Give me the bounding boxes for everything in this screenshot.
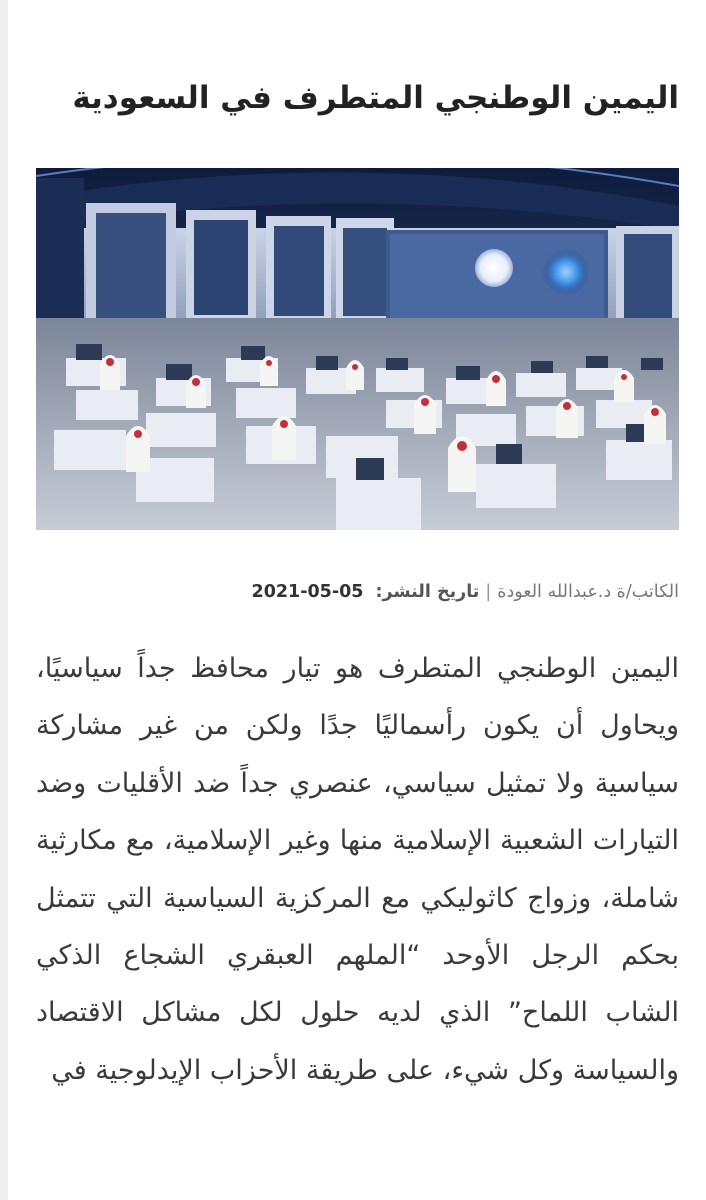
meta-separator: | xyxy=(485,582,492,602)
page-left-edge xyxy=(0,0,8,1200)
published-label: تاريخ النشر: xyxy=(375,582,480,602)
control-room-photo xyxy=(36,168,679,530)
article-meta xyxy=(36,574,679,610)
author-name[interactable]: الكاتب/ة د.عبدالله العودة xyxy=(497,582,679,602)
article-title: اليمين الوطنجي المتطرف في السعودية xyxy=(72,80,679,116)
article-hero-image xyxy=(36,168,679,530)
published-date: 2021-05-05 xyxy=(251,582,364,602)
article-body: اليمين الوطنجي المتطرف هو تيار محافظ جداً سياسيًا، ويحاول أن يكون رأسماليًا جدًا ولكن من غير مشاركة سياسية ولا تمثيل سياسي، عنصري جداً ضد الأقليات وضد التيارات الشعبية الإسلامية منها وغير الإسلامية، مع مكارثية شاملة، وزواج كاثوليكي مع المركزية السياسية التي تتمثل بحكم الرجل الأوحد “الملهم العبقري الشجاع الذكي الشاب اللماح” الذي لديه حلول لكل مشاكل الاقتصاد والسياسة وكل شيء، على طريقة الأحزاب الإيدلوجية في xyxy=(36,653,679,1086)
